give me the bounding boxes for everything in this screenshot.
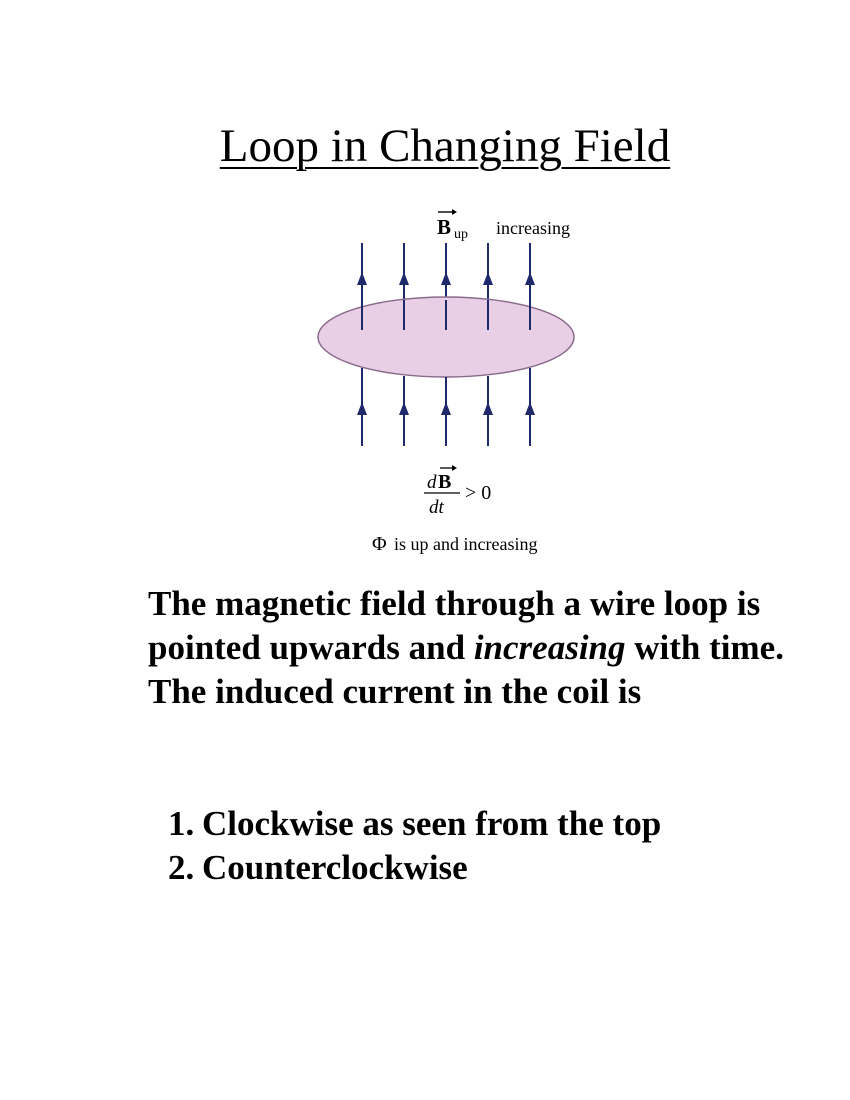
question-text	[148, 582, 788, 714]
field-arrowhead-icon	[441, 272, 451, 285]
field-subscript: up	[454, 227, 468, 242]
flux-symbol: Φ	[372, 533, 387, 555]
field-arrowhead-icon	[441, 402, 451, 415]
question-part-1: The magnetic field through a wire loop is pointed upwards and	[148, 584, 761, 667]
field-arrowhead-icon	[525, 402, 535, 415]
field-arrowhead-icon	[483, 402, 493, 415]
field-arrowhead-icon	[357, 272, 367, 285]
option-label: Counterclockwise	[202, 848, 468, 887]
vector-arrowhead	[452, 465, 457, 471]
field-symbol: B	[437, 215, 452, 239]
field-lines-lower	[357, 368, 535, 446]
flux-caption	[372, 533, 537, 555]
option-counterclockwise[interactable]	[168, 846, 661, 890]
question-emphasis: increasing	[473, 628, 626, 667]
vector-arrowhead	[452, 209, 457, 215]
option-label: Clockwise as seen from the top	[202, 804, 662, 843]
option-number: 2.	[168, 848, 195, 887]
field-label	[437, 209, 570, 242]
derivative-d: d	[427, 472, 437, 493]
field-arrowhead-icon	[483, 272, 493, 285]
derivative-expression	[424, 465, 491, 518]
answer-options	[168, 802, 661, 890]
derivative-relation: > 0	[465, 482, 492, 504]
field-arrowhead-icon	[399, 402, 409, 415]
derivative-symbol: B	[438, 471, 452, 493]
flux-caption-text: is up and increasing	[394, 534, 538, 554]
option-clockwise[interactable]	[168, 802, 661, 846]
page-title: Loop in Changing Field	[219, 120, 671, 172]
option-number: 1.	[168, 804, 195, 843]
field-state: increasing	[496, 218, 570, 238]
question-part-2: with time. The induced current in the coil is	[148, 628, 784, 711]
field-arrowhead-icon	[525, 272, 535, 285]
field-arrowhead-icon	[357, 402, 367, 415]
derivative-denominator: dt	[429, 497, 444, 518]
field-arrowhead-icon	[399, 272, 409, 285]
